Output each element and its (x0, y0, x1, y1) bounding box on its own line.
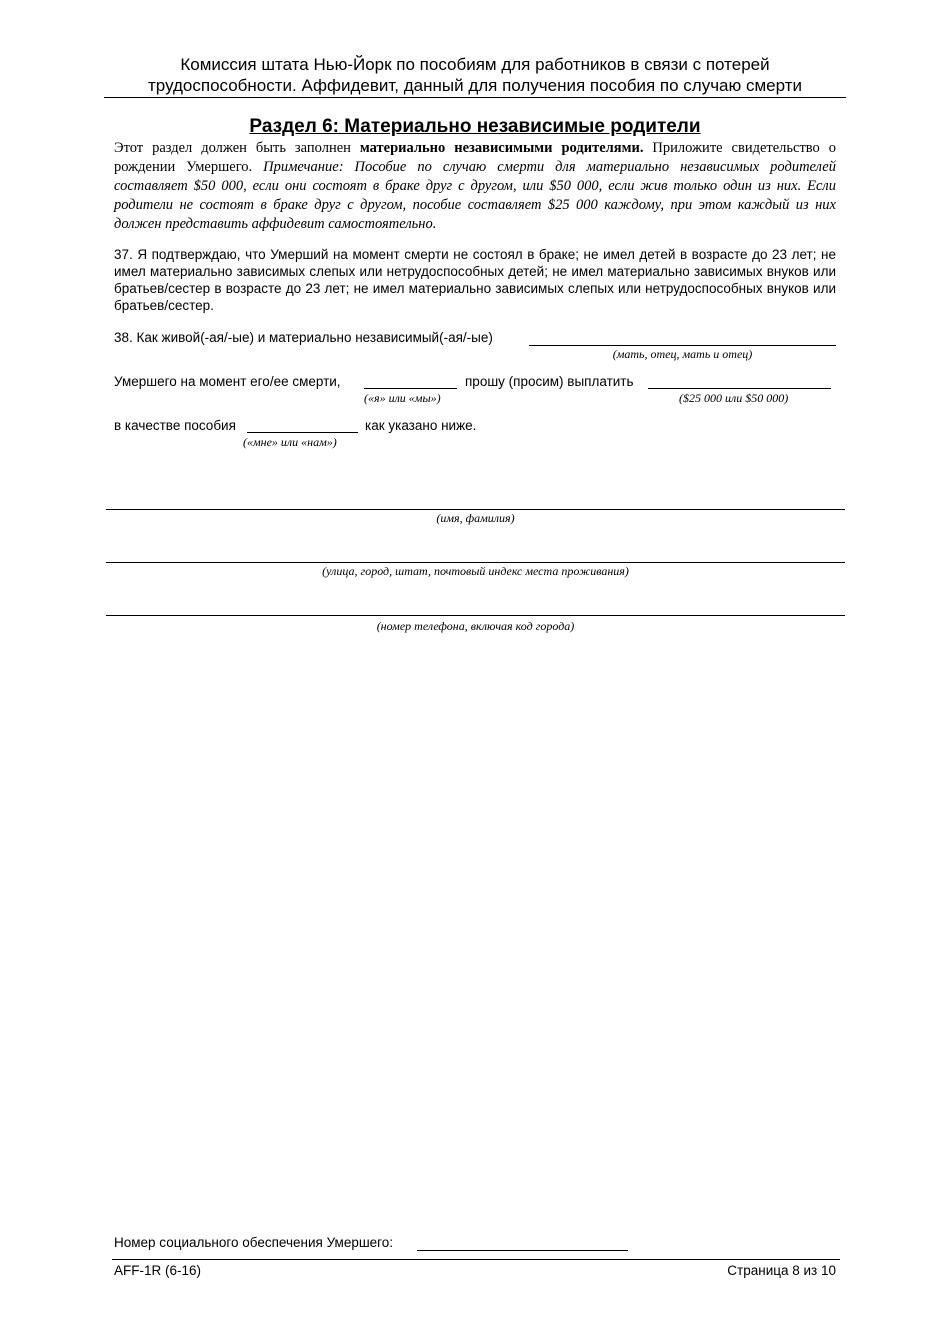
name-caption: (имя, фамилия) (436, 511, 515, 525)
ssn-label: Номер социального обеспечения Умершего: (114, 1235, 394, 1250)
item-37-statement: 37. Я подтверждаю, что Умерший на момент смерти не состоял в браке; не имел детей в возрасте до 23 лет; не имел материально зависимых слепых или нетрудоспособных детей; не имел материально зависимых внуков или братьев/сестер в возрасте до 23 лет; не имел материально зависимых слепых или нетрудоспособных внуков или братьев/сестер. (114, 247, 836, 313)
deceased-at-death-text: Умершего на момент его/ее смерти, (114, 374, 341, 389)
i-or-we-field[interactable] (364, 388, 457, 389)
header-line-2: трудоспособности. Аффидевит, данный для получения пособия по случаю смерти (148, 76, 802, 95)
phone-caption: (номер телефона, включая код города) (376, 619, 575, 633)
intro-bold: материально независимыми родителями. (359, 140, 644, 156)
intro-text-2: Приложите свидетельство о рождении Умершего. (114, 140, 837, 175)
parent-relation-caption: (мать, отец, мать и отец) (612, 347, 753, 361)
section-intro (114, 139, 836, 234)
header-divider (104, 97, 846, 98)
intro-text-1: Этот раздел должен быть заполнен (114, 140, 360, 156)
amount-field[interactable] (648, 388, 831, 389)
intro-note: Примечание: Пособие по случаю смерти для материально независимых родителей составляет $50 000, если они состоят в браке друг с другом, или $50 000, если жив только один из них. Если родители не состоят в браке друг с другом, пособие составляет $25 000 каждому, при этом каждый из них должен представить аффидевит самостоятельно. (114, 159, 836, 232)
section-title: Раздел 6: Материально независимые родители (249, 116, 701, 137)
form-header (104, 54, 846, 96)
request-pay-text: прошу (просим) выплатить (465, 374, 634, 389)
footer-divider (112, 1259, 840, 1260)
i-or-we-caption: («я» или «мы») (364, 391, 441, 405)
ssn-field[interactable] (417, 1250, 628, 1251)
header-line-1: Комиссия штата Нью-Йорк по пособиям для работников в связи с потерей (180, 55, 770, 74)
address-field[interactable] (106, 562, 845, 563)
to-me-or-us-caption: («мне» или «нам») (243, 435, 337, 449)
as-benefit-text: в качестве пособия (114, 418, 236, 433)
parent-relation-field[interactable] (529, 345, 836, 346)
item-38-label: 38. Как живой(-ая/-ые) и материально независимый(-ая/-ые) (114, 330, 493, 345)
page-number: Страница 8 из 10 (727, 1263, 836, 1278)
form-code: AFF-1R (6-16) (114, 1263, 202, 1278)
address-caption: (улица, город, штат, почтовый индекс места проживания) (322, 564, 629, 578)
amount-caption: ($25 000 или $50 000) (679, 391, 789, 405)
as-below-text: как указано ниже. (365, 418, 477, 433)
phone-field[interactable] (106, 615, 845, 616)
to-me-or-us-field[interactable] (247, 432, 358, 433)
name-field[interactable] (106, 509, 845, 510)
